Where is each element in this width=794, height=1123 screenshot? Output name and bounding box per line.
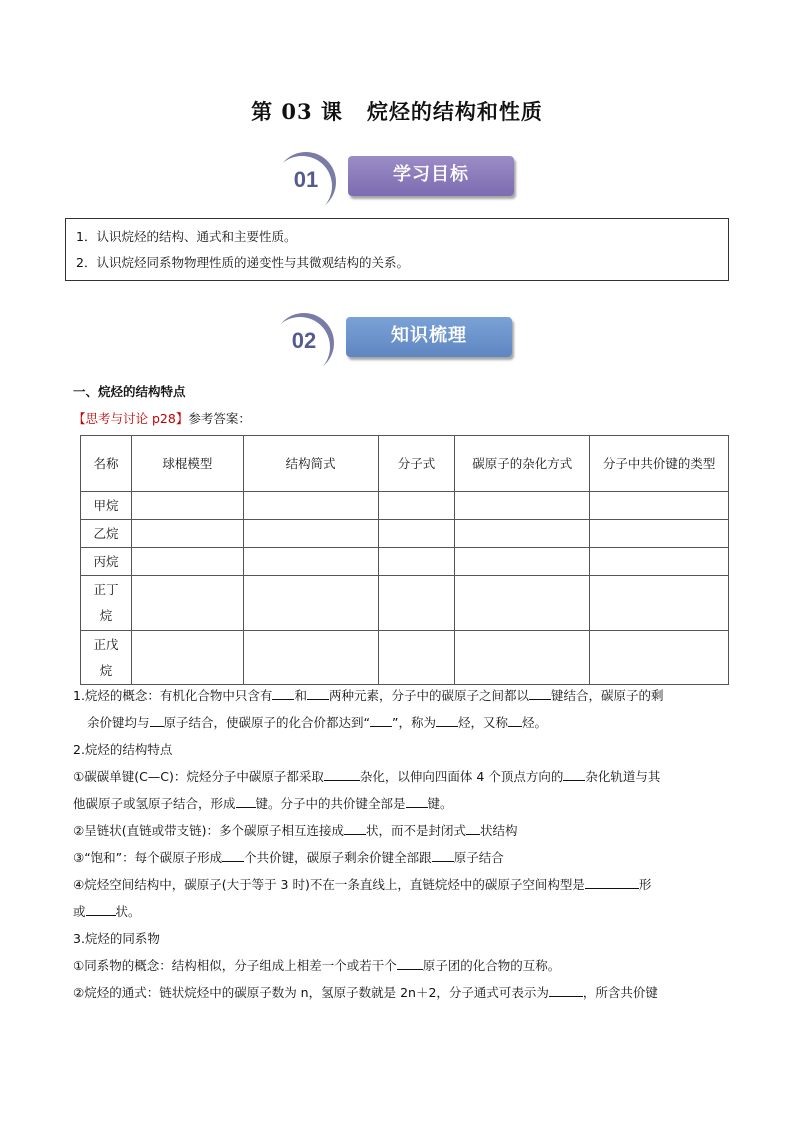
badge-label: 学习目标 xyxy=(348,156,514,196)
table-row xyxy=(81,548,729,576)
paragraph-9: ②烷烃的通式：链状烷烃中的碳原子数为 n，氢原子数就是 2n＋2，分子通式可表示为 ，所含共价键 xyxy=(73,985,658,1000)
table-header: 分子式 xyxy=(378,436,455,492)
goal-item: 1．认识烷烃的结构、通式和主要性质。 xyxy=(76,229,297,244)
paragraph-6-cont: 或 状。 xyxy=(73,904,141,919)
page-title xyxy=(0,96,794,126)
table-row xyxy=(81,520,729,548)
paragraph-7: 3.烷烃的同系物 xyxy=(73,931,160,946)
table-header: 结构简式 xyxy=(243,436,378,492)
paragraph-8: ①同系物的概念：结构相似，分子组成上相差一个或若干个 原子团的化合物的互称。 xyxy=(73,958,561,973)
paragraph-6: ④烷烃空间结构中，碳原子(大于等于 3 时)不在一条直线上，直链烷烃中的碳原子空间构型是 形 xyxy=(73,877,652,892)
paragraph-4: ②呈链状(直链或带支链)：多个碳原子相互连接成 状，而不是封闭式 状结构 xyxy=(73,823,518,838)
goals-box xyxy=(65,218,729,281)
goal-item: 2．认识烷烃同系物物理性质的递变性与其微观结构的关系。 xyxy=(76,255,409,270)
paragraph-3-cont: 他碳原子或氢原子结合，形成 键。分子中的共价键全部是 键。 xyxy=(73,796,453,811)
row-name: 甲烷 xyxy=(81,492,132,520)
table-header-row xyxy=(81,436,729,492)
table-header: 碳原子的杂化方式 xyxy=(455,436,590,492)
row-name: 乙烷 xyxy=(81,520,132,548)
table-row xyxy=(81,576,729,631)
lesson-number: 第 03 课 xyxy=(251,99,343,124)
badge-number: 02 xyxy=(291,328,317,353)
body-text xyxy=(73,682,733,1006)
paragraph-1-cont: 余价键均与 原子结合，使碳原子的化合价都达到“ ”，称为 烃，又称 烃。 xyxy=(87,715,548,730)
paragraph-1: 1.烷烃的概念：有机化合物中只含有 和 两种元素，分子中的碳原子之间都以 键结合，碳原子的剩 xyxy=(73,688,664,703)
discussion-tag: 【思考与讨论 p28】 xyxy=(73,411,189,426)
alkane-table xyxy=(80,435,729,685)
paragraph-5: ③“饱和”：每个碳原子形成 个共价键，碳原子剩余价键全部跟 原子结合 xyxy=(73,850,504,865)
table-row xyxy=(81,492,729,520)
table-header: 球棍模型 xyxy=(131,436,243,492)
badge-number: 01 xyxy=(293,167,319,192)
table-row xyxy=(81,631,729,685)
badge-label: 知识梳理 xyxy=(346,317,512,357)
discussion-text: 参考答案： xyxy=(188,411,251,426)
section-heading: 一、烷烃的结构特点 xyxy=(73,384,186,399)
discussion-line xyxy=(73,409,251,427)
table-header: 分子中共价键的类型 xyxy=(590,436,729,492)
paragraph-2: 2.烷烃的结构特点 xyxy=(73,742,173,757)
row-name: 丙烷 xyxy=(81,548,132,576)
paragraph-3: ①碳碳单键(C—C)：烷烃分子中碳原子都采取 杂化，以伸向四面体 4 个顶点方向的 杂化轨道与其 xyxy=(73,769,661,784)
lesson-title: 烷烃的结构和性质 xyxy=(366,99,543,124)
row-name: 正戊烷 xyxy=(81,631,132,685)
row-name: 正丁烷 xyxy=(81,576,132,631)
table-header: 名称 xyxy=(81,436,132,492)
